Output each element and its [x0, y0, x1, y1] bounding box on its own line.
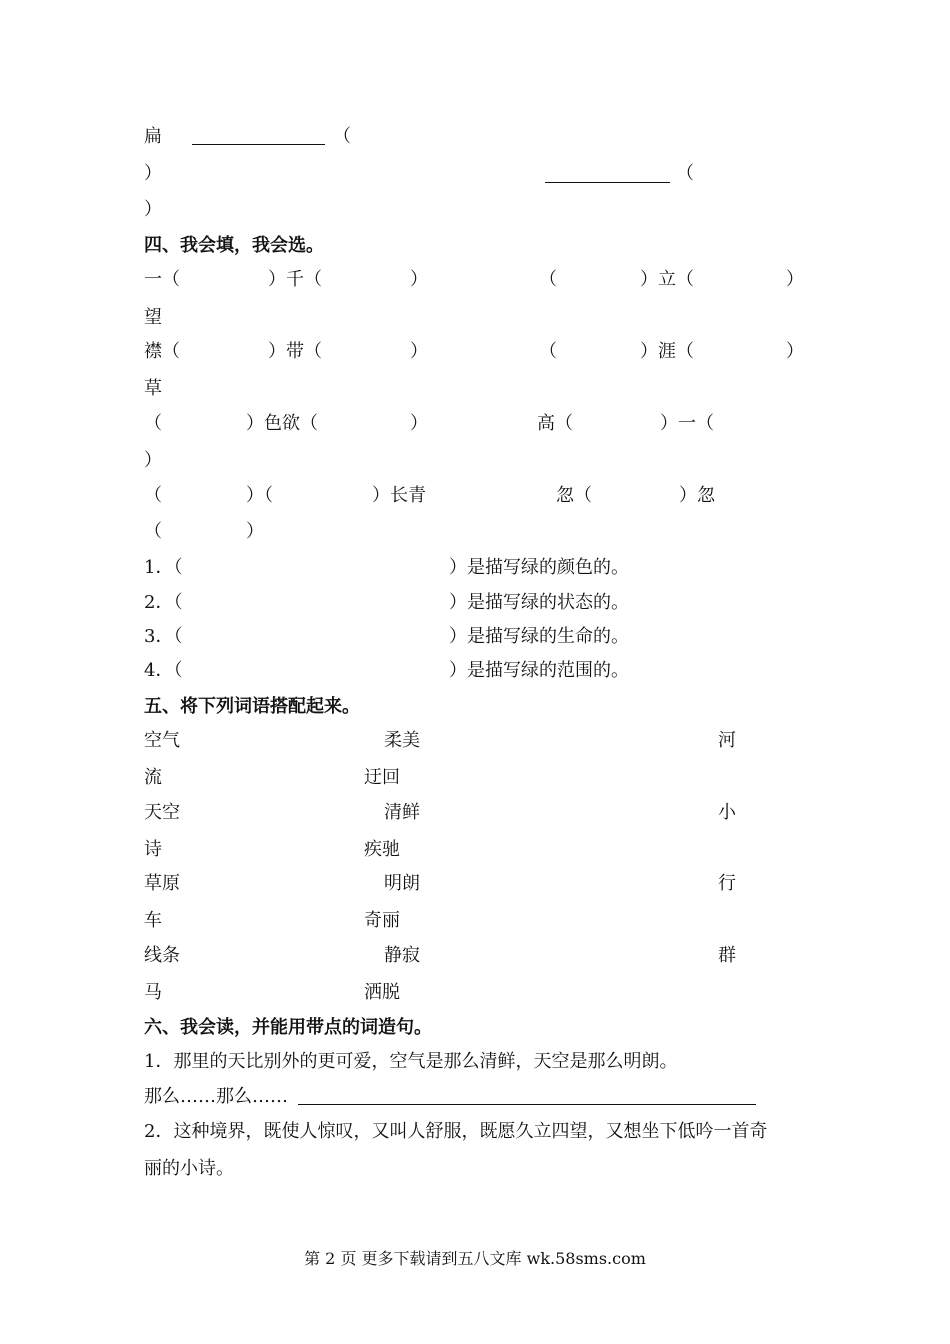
page-footer: 第 2 页 更多下载请到五八文库 wk.58sms.com	[304, 1249, 646, 1268]
idiom-part: ）长青	[372, 485, 426, 506]
idiom-part: 一（	[144, 269, 180, 290]
match-right-word: 行	[718, 873, 736, 894]
idiom-part: ）	[786, 269, 804, 290]
match-mid-word: 洒脱	[364, 982, 400, 1003]
question-number: 3．（	[144, 626, 183, 647]
question-number: 4．（	[144, 660, 183, 681]
match-mid-word: 静寂	[384, 945, 420, 966]
paren-open: （	[676, 163, 694, 184]
question-text: ）是描写绿的状态的。	[449, 592, 629, 613]
idiom-part: ）千（	[268, 269, 322, 290]
idiom-part: （	[539, 341, 557, 362]
idiom-part: ）忽	[679, 485, 715, 506]
match-mid-word: 明朗	[384, 873, 420, 894]
idiom-part: ）	[410, 341, 428, 362]
idiom-part: （	[144, 413, 162, 434]
match-mid-word: 疾驰	[364, 839, 400, 860]
match-left-word: 流	[144, 767, 162, 788]
match-left-word: 草原	[144, 873, 180, 894]
idiom-part: ）一（	[660, 413, 714, 434]
idiom-part: ）立（	[640, 269, 694, 290]
idiom-part: ）带（	[268, 341, 322, 362]
paren-open: （	[333, 126, 351, 147]
idiom-part: ）	[786, 341, 804, 362]
idiom-part: （	[144, 485, 162, 506]
idiom-part: ）色欲（	[246, 413, 318, 434]
idiom-part: ）	[410, 269, 428, 290]
idiom-wrap: 望	[144, 307, 162, 328]
match-right-word: 小	[718, 802, 736, 823]
idiom-part: 忽（	[556, 485, 592, 506]
question-number: 2．（	[144, 592, 183, 613]
idiom-part: （	[539, 269, 557, 290]
idiom-part: ）（	[246, 485, 273, 506]
section-heading: 五、将下列词语搭配起来。	[144, 696, 360, 717]
reading-sentence: 1．那里的天比别外的更可爱，空气是那么清鲜，天空是那么明朗。	[144, 1051, 678, 1072]
idiom-wrap: 草	[144, 378, 162, 399]
match-left-word: 马	[144, 982, 162, 1003]
match-left-word: 车	[144, 910, 162, 931]
answer-line[interactable]	[298, 1104, 756, 1105]
match-right-word: 群	[718, 945, 736, 966]
blank-line[interactable]	[192, 144, 325, 145]
idiom-part: ）涯（	[640, 341, 694, 362]
idiom-part: 襟（	[144, 341, 180, 362]
reading-sentence: 2．这种境界，既使人惊叹，又叫人舒服，既愿久立四望，又想坐下低吟一首奇	[144, 1121, 768, 1142]
question-text: ）是描写绿的范围的。	[449, 660, 629, 681]
question-text: ）是描写绿的生命的。	[449, 626, 629, 647]
match-mid-word: 清鲜	[384, 802, 420, 823]
question-text: ）是描写绿的颜色的。	[449, 557, 629, 578]
idiom-wrap: ）	[144, 450, 162, 471]
word-bian: 扁	[144, 126, 162, 147]
question-number: 1．（	[144, 557, 183, 578]
paren-close: ）	[144, 199, 162, 220]
section-heading: 六、我会读，并能用带点的词造句。	[144, 1017, 432, 1038]
match-left-word: 线条	[144, 945, 180, 966]
sentence-prompt: 那么……那么……	[144, 1086, 288, 1107]
paren-close: ）	[144, 163, 162, 184]
blank-line[interactable]	[545, 182, 670, 183]
idiom-wrap: ）	[246, 521, 264, 542]
match-mid-word: 奇丽	[364, 910, 400, 931]
idiom-part: ）	[410, 413, 428, 434]
match-mid-word: 柔美	[384, 730, 420, 751]
idiom-part: 高（	[537, 413, 573, 434]
section-heading: 四、我会填，我会选。	[144, 235, 324, 256]
match-mid-word: 迂回	[364, 767, 400, 788]
reading-sentence-cont: 丽的小诗。	[144, 1158, 234, 1179]
match-left-word: 空气	[144, 730, 180, 751]
match-right-word: 河	[718, 730, 736, 751]
match-left-word: 天空	[144, 802, 180, 823]
match-left-word: 诗	[144, 839, 162, 860]
idiom-wrap: （	[144, 521, 162, 542]
